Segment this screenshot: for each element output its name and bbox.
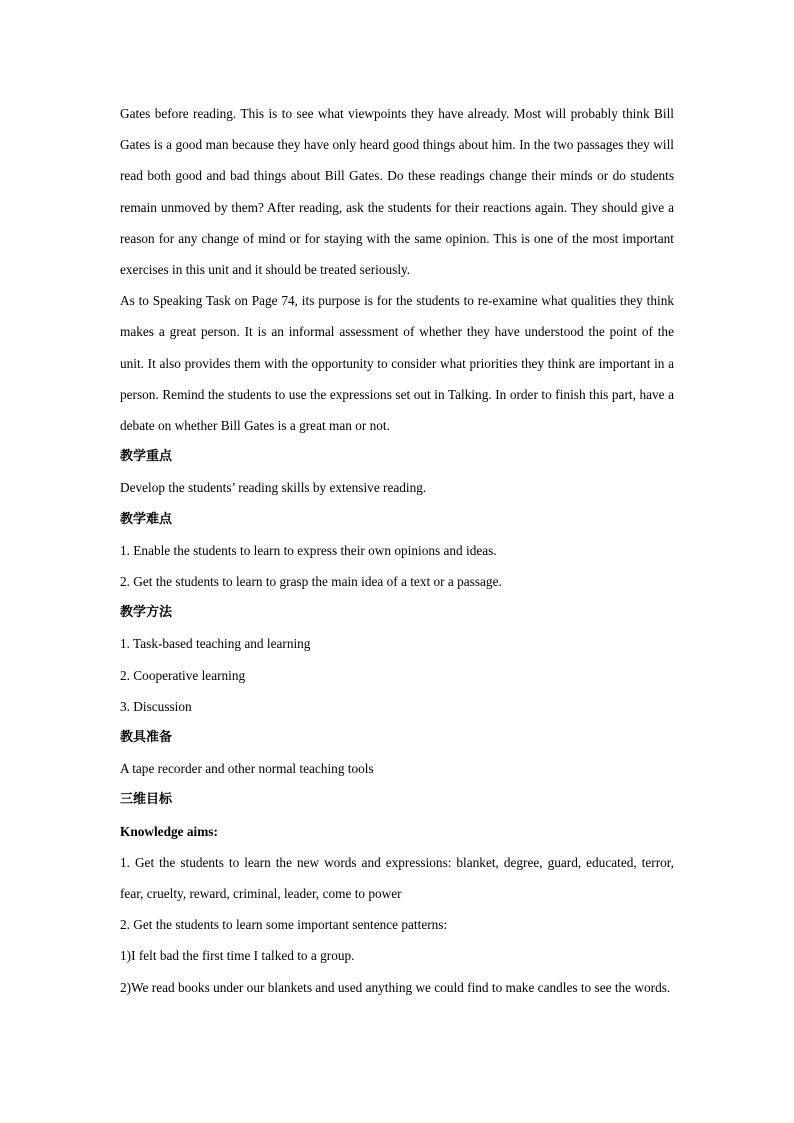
document-page: [120, 98, 674, 1003]
teaching-aids-text: A tape recorder and other normal teaching tools: [120, 761, 374, 777]
speaking-task-paragraph: As to Speaking Task on Page 74, its purpose is for the students to re-examine what qualities they think makes a great person. It is an informal assessment of whether they have understood the point of the unit. It also provides them with the opportunity to consider what priorities they think are important in a person. Remind the students to use the expressions set out in Talking. In order to finish this part, have a debate on whether Bill Gates is a great man or not.: [120, 293, 674, 434]
example-sentence: 2)We read books under our blankets and used anything we could find to make candles to see the words.: [120, 979, 671, 995]
key-points-text: Develop the students’ reading skills by extensive reading.: [120, 480, 427, 496]
difficulty-item: 2. Get the students to learn to grasp the main idea of a text or a passage.: [120, 574, 502, 590]
method-item: 3. Discussion: [120, 698, 192, 714]
example-sentence: 1)I felt bad the first time I talked to a group.: [120, 948, 355, 964]
intro-paragraph: Gates before reading. This is to see what viewpoints they have already. Most will probably think Bill Gates is a good man because they have only heard good things about him. In the two passages they will read both good and bad things about Bill Gates. Do these readings change their minds or do students remain unmoved by them? After reading, ask the students for their reactions again. They should give a reason for any change of mind or for staying with the same opinion. This is one of the most important exercises in this unit and it should be treated seriously.: [120, 106, 674, 278]
vocabulary-item: 1. Get the students to learn the new words and expressions: blanket, degree, guard, educated, terror, fear, cruelty, reward, criminal, leader, come to power: [120, 854, 674, 902]
difficulties-heading: 教学难点: [120, 511, 173, 527]
sentence-patterns-item: 2. Get the students to learn some important sentence patterns:: [120, 917, 448, 933]
method-item: 2. Cooperative learning: [120, 667, 246, 683]
method-item: 1. Task-based teaching and learning: [120, 636, 311, 652]
difficulty-item: 1. Enable the students to learn to express their own opinions and ideas.: [120, 542, 497, 558]
key-points-heading: 教学重点: [120, 449, 173, 465]
teaching-aids-heading: 教具准备: [120, 730, 173, 746]
knowledge-aims-label: Knowledge aims:: [120, 823, 218, 839]
methods-heading: 教学方法: [120, 605, 173, 621]
objectives-heading: 三维目标: [120, 792, 173, 808]
